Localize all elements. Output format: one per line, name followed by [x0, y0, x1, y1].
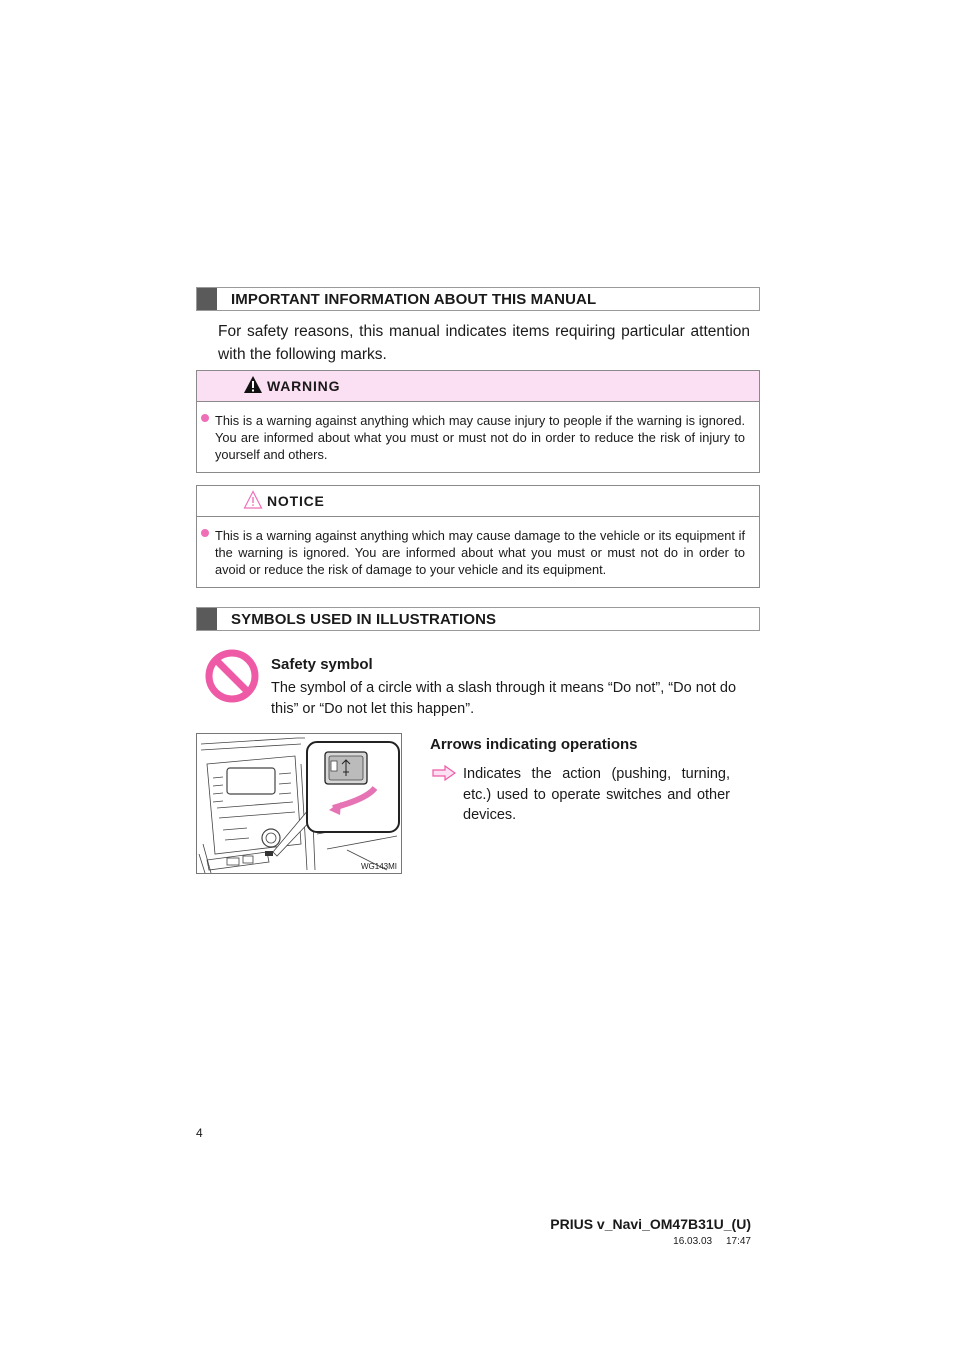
warning-title: WARNING: [267, 378, 341, 394]
warning-body: [197, 402, 759, 473]
notice-title: NOTICE: [267, 493, 325, 509]
page-number: 4: [196, 1126, 203, 1140]
notice-box: [196, 485, 760, 588]
notice-header: [197, 486, 759, 517]
section-header-tab: [197, 608, 217, 630]
notice-text: This is a warning against anything which may cause damage to the vehicle or its equipment if the warning is ignored. You are informed about what you must or must not do in order to avoid or reduce the risk of damage to your vehicle and its equipment.: [215, 528, 745, 577]
safety-symbol-description: The symbol of a circle with a slash through it means “Do not”, “Do not do this” or “Do not let this happen”.: [271, 680, 737, 717]
caution-triangle-icon: [243, 490, 263, 510]
dashboard-illustration: [196, 733, 402, 874]
safety-symbol-title: Safety symbol: [271, 656, 373, 673]
operation-arrow-icon: [432, 765, 456, 781]
warning-box: [196, 370, 760, 473]
section-header-symbols: [196, 607, 760, 631]
warning-text: This is a warning against anything which may cause injury to people if the warning is ignored. You are informed about what you must or must not do in order to reduce the risk of injury to yourself and others.: [215, 413, 745, 462]
intro-paragraph: For safety reasons, this manual indicates items requiring particular attention with the following marks.: [218, 323, 750, 363]
section-header-tab: [197, 288, 217, 310]
illustration-code: WG143MI: [360, 862, 397, 871]
section-header-important-info: [196, 287, 760, 311]
dashboard-drawing: [197, 734, 401, 873]
section-header-label: IMPORTANT INFORMATION ABOUT THIS MANUAL: [231, 291, 597, 308]
bullet-icon: [201, 414, 209, 422]
warning-triangle-icon: [243, 375, 263, 395]
bullet-icon: [201, 529, 209, 537]
footer-document-id: PRIUS v_Navi_OM47B31U_(U): [550, 1216, 751, 1232]
arrows-description: Indicates the action (pushing, turning, etc.) used to operate switches and other devices.: [463, 766, 730, 823]
footer-timestamp: 16.03.03 17:47: [673, 1236, 751, 1247]
notice-body: [197, 517, 759, 588]
arrows-title: Arrows indicating operations: [430, 736, 638, 753]
prohibition-icon: [204, 648, 260, 704]
warning-header: [197, 371, 759, 402]
section-header-label: SYMBOLS USED IN ILLUSTRATIONS: [231, 611, 497, 628]
